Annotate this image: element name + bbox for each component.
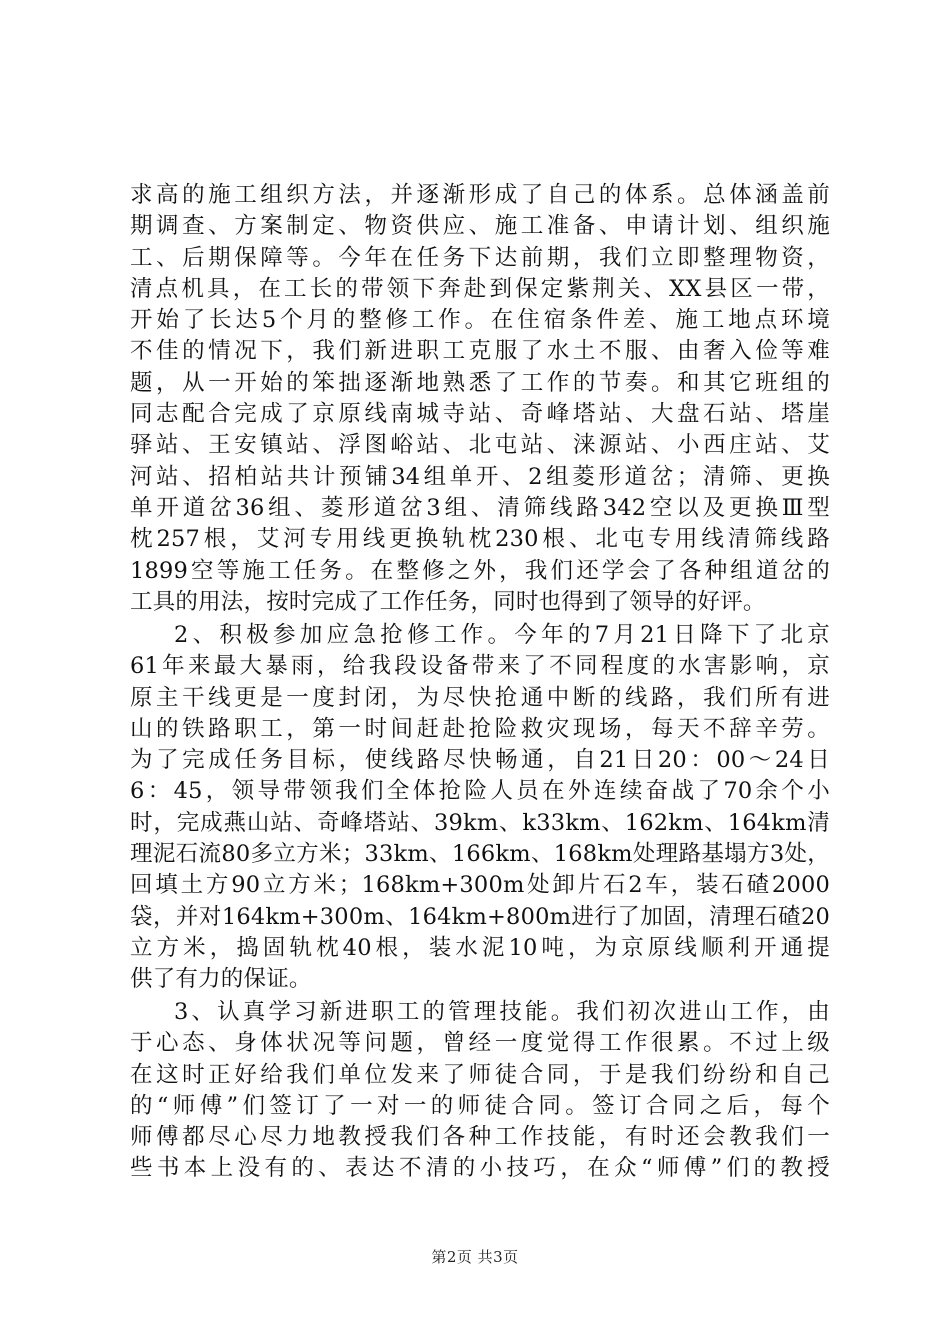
- text-line: 驿站、王安镇站、浮图峪站、北屯站、涞源站、小西庄站、艾: [130, 432, 830, 459]
- text-line: 理泥石流80多立方米；33km、166km、168km处理路基塌方3处，: [130, 841, 830, 868]
- page-footer: 第2页 共3页: [431, 1248, 519, 1266]
- text-line: 求高的施工组织方法，并逐渐形成了自己的体系。总体涵盖前: [130, 182, 830, 208]
- text-line: 2、积极参加应急抢修工作。今年的7月21日降下了北京: [174, 622, 830, 648]
- paragraph-2: [130, 620, 830, 996]
- paragraph-3: [130, 997, 830, 1185]
- text-line: 时，完成燕山站、奇峰塔站、39km、k33km、162km、164km清: [130, 809, 830, 836]
- text-line: 些书本上没有的、表达不清的小技巧，在众“师傅”们的教授: [130, 1155, 830, 1182]
- text-line: 3、认真学习新进职工的管理技能。我们初次进山工作，由: [174, 999, 830, 1025]
- text-line: 同志配合完成了京原线南城寺站、奇峰塔站、大盘石站、塔崖: [130, 401, 830, 428]
- text-line: 在这时正好给我们单位发来了师徒合同，于是我们纷纷和自己: [130, 1061, 830, 1088]
- paragraph-1: [130, 180, 830, 618]
- text-line: 工具的用法，按时完成了工作任务，同时也得到了领导的好评。: [130, 588, 766, 615]
- text-line: 河站、招柏站共计预铺34组单开、2组菱形道岔；清筛、更换: [130, 463, 830, 490]
- text-line: 为了完成任务目标，使线路尽快畅通，自21日20：00～24日: [130, 747, 830, 774]
- text-line: 61年来最大暴雨，给我段设备带来了不同程度的水害影响，京: [130, 653, 830, 680]
- text-line: 单开道岔36组、菱形道岔3组、清筛线路342空以及更换Ⅲ型: [130, 494, 830, 521]
- text-line: 袋，并对164km+300m、164km+800m进行了加固，清理石碴20: [130, 903, 830, 930]
- text-line: 工、后期保障等。今年在任务下达前期，我们立即整理物资，: [130, 244, 830, 271]
- text-line: 供了有力的保证。: [130, 966, 312, 993]
- text-line: 立方米，捣固轨枕40根，装水泥10吨，为京原线顺利开通提: [130, 934, 830, 961]
- text-line: 枕257根，艾河专用线更换轨枕230根、北屯专用线清筛线路: [130, 526, 830, 553]
- text-line: 不佳的情况下，我们新进职工克服了水土不服、由奢入俭等难: [130, 338, 830, 365]
- text-line: 6：45，领导带领我们全体抢险人员在外连续奋战了70余个小: [130, 778, 830, 805]
- text-line: 回填土方90立方米；168km+300m处卸片石2车，装石碴2000: [130, 872, 830, 899]
- text-line: 的“师傅”们签订了一对一的师徒合同。签订合同之后，每个: [130, 1092, 830, 1119]
- text-line: 师傅都尽心尽力地教授我们各种工作技能，有时还会教我们一: [130, 1124, 830, 1151]
- text-line: 山的铁路职工，第一时间赶赴抢险救灾现场，每天不辞辛劳。: [130, 715, 830, 742]
- text-line: 清点机具，在工长的带领下奔赴到保定紫荆关、XX县区一带，: [130, 275, 830, 302]
- text-line: 于心态、身体状况等问题，曾经一度觉得工作很累。不过上级: [130, 1030, 830, 1057]
- text-line: 1899空等施工任务。在整修之外，我们还学会了各种组道岔的: [130, 557, 830, 584]
- text-line: 开始了长达5个月的整修工作。在住宿条件差、施工地点环境: [130, 307, 830, 334]
- text-line: 原主干线更是一度封闭，为尽快抢通中断的线路，我们所有进: [130, 684, 830, 711]
- text-line: 题，从一开始的笨拙逐渐地熟悉了工作的节奏。和其它班组的: [130, 369, 830, 396]
- text-line: 期调查、方案制定、物资供应、施工准备、申请计划、组织施: [130, 213, 830, 240]
